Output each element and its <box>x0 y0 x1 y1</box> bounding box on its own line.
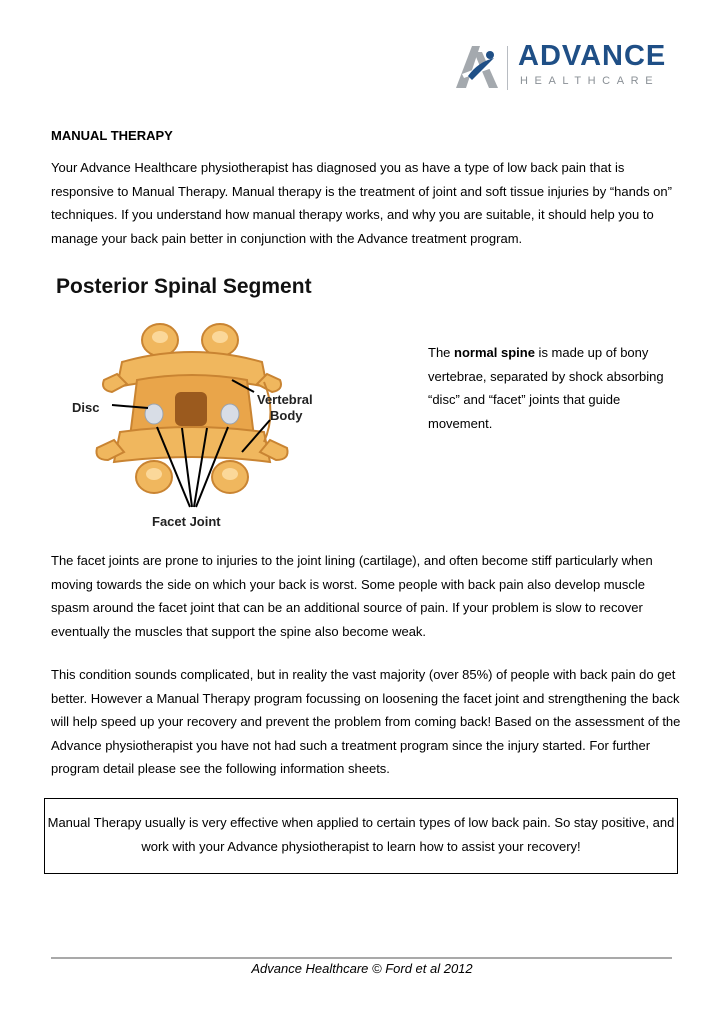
logo-wordmark: ADVANCE <box>518 40 667 72</box>
side-text-bold: normal spine <box>454 345 535 360</box>
label-body: Body <box>270 408 303 423</box>
logo-divider <box>507 46 508 90</box>
side-text-end: is made up of bony vertebrae, separated by shock absorbing “disc” and “facet” joints that guide movement. <box>428 345 664 431</box>
advance-logo-mark-icon <box>452 42 502 90</box>
recovery-paragraph: This condition sounds complicated, but in reality the vast majority (over 85%) of people with back pain do get better. However a Manual Therapy program focussing on loosening the facet joint and strengthening the back will help speed up your recovery and prevent the problem from coming back! Based on the assessment of the Advance physiotherapist you have not had such a treatment program since the injury started. For further program detail please see the following information sheets. <box>51 667 681 776</box>
footer-text: Advance Healthcare © Ford et al 2012 <box>251 961 473 976</box>
logo-subtitle: HEALTHCARE <box>520 75 660 87</box>
normal-spine-description <box>428 341 678 435</box>
facet-joint-paragraph: The facet joints are prone to injuries to the joint lining (cartilage), and often become stiff particularly when moving towards the side on which your back is worst. Some people with back pain also develop muscle spasm around the facet joint that can be an additional source of pain. If your problem is slow to recover eventually the muscles that support the spine also become weak. <box>51 553 653 639</box>
side-text-start: The <box>428 345 455 360</box>
label-disc: Disc <box>72 400 100 415</box>
label-facet-joint: Facet Joint <box>152 514 221 529</box>
page-title: MANUAL THERAPY <box>51 128 173 143</box>
footer-divider <box>51 957 672 959</box>
intro-paragraph: Your Advance Healthcare physiotherapist has diagnosed you as have a type of low back pain that is responsive to Manual Therapy. Manual therapy is the treatment of joint and soft tissue injuries by “hands on” techniques. If you understand how manual therapy works, and why you are suitable, it should help you to manage your back pain better in conjunction with the Advance treatment program. <box>51 160 672 246</box>
figure-title: Posterior Spinal Segment <box>56 275 312 298</box>
spinal-segment-diagram <box>42 262 330 540</box>
callout-box: Manual Therapy usually is very effective when applied to certain types of low back pain. So stay positive, and work with your Advance physiotherapist to learn how to assist your recovery! <box>44 798 678 874</box>
label-vertebral: Vertebral <box>257 392 313 407</box>
